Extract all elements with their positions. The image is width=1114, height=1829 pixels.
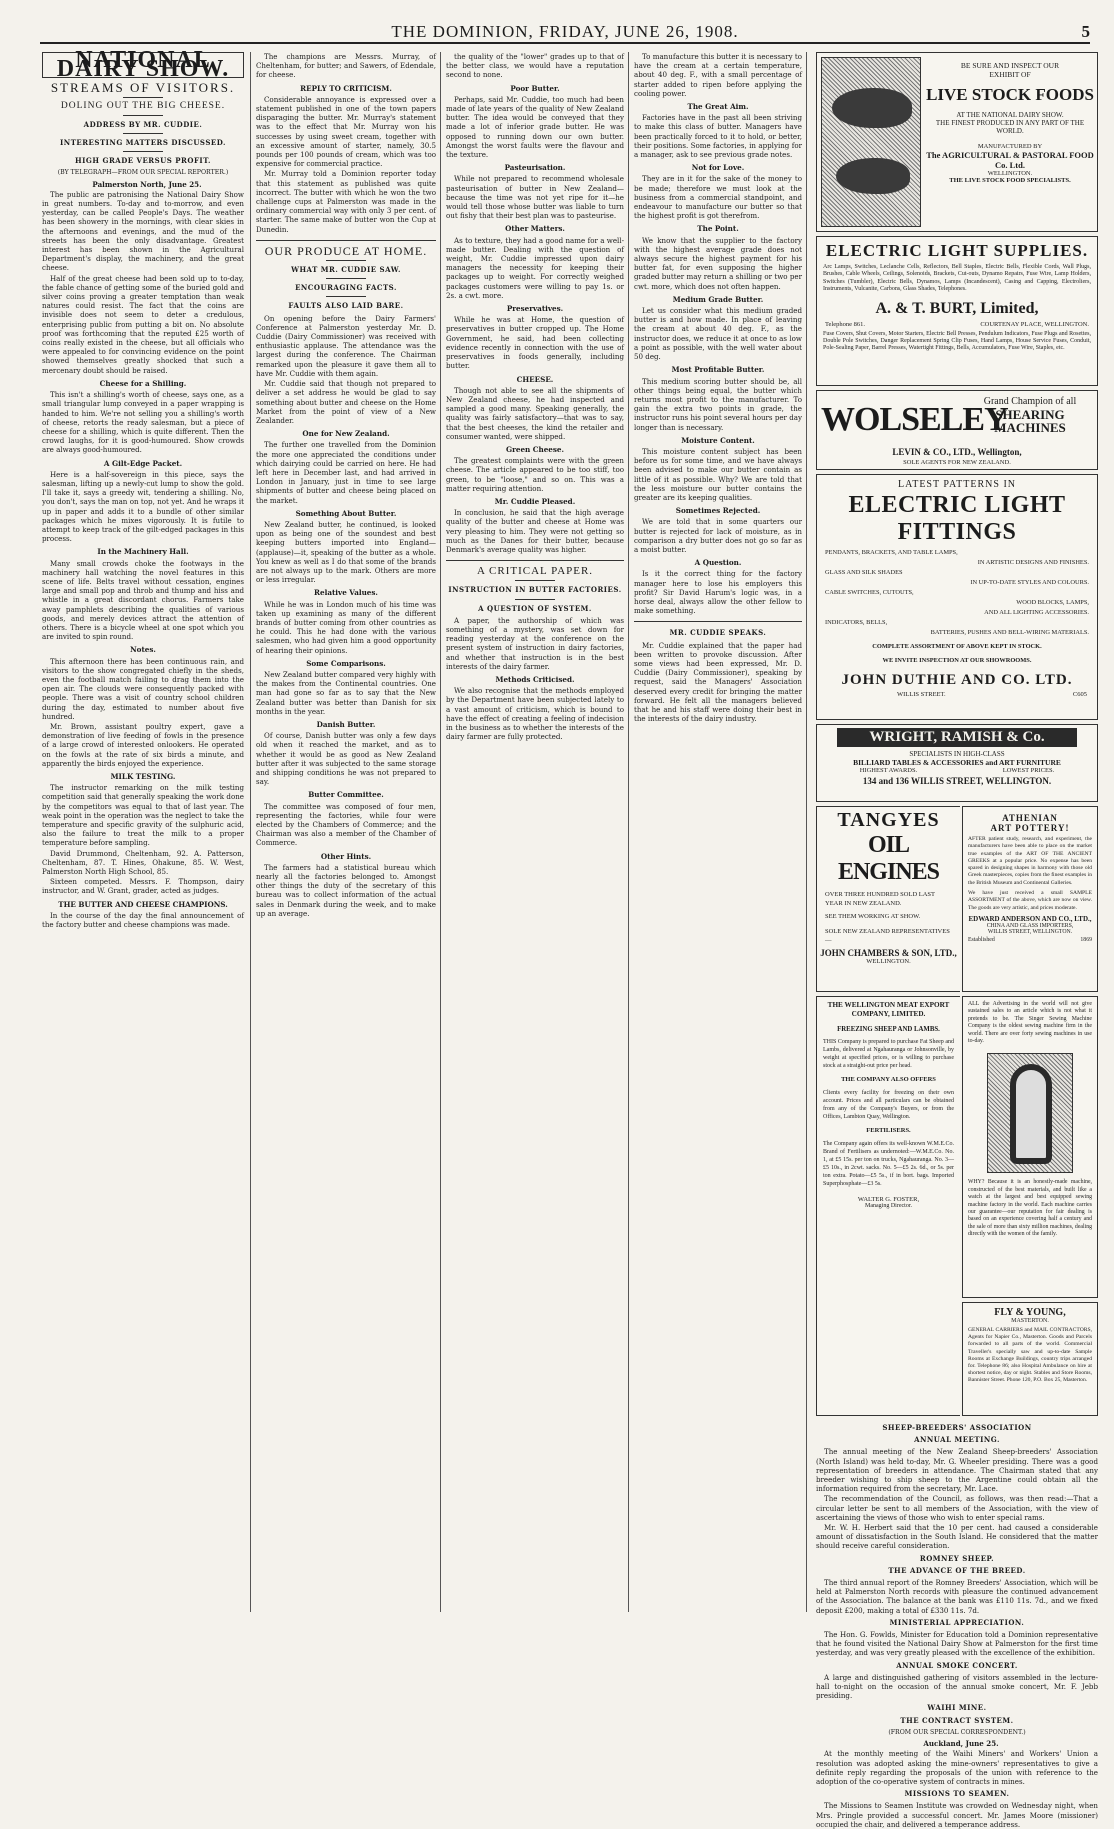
ad-electric-light-fittings [816, 474, 1098, 720]
paragraph: The farmers had a statistical bureau which nearly all the factories belonged to. Amongst other things the duty of the secretary of this bureau was to collect information of the actual sales in Denmark during the week, and to make up an average. [256, 862, 436, 918]
paragraph: The annual meeting of the New Zealand Sheep-breeders' Association (North Island) was held to-day, Mr. G. Wheeler presiding. There was a good representation of breeders in attendance. The Chairman stated that any breeder wishing to ship sheep to the Argentine could obtain all the information required from the secretary, Mr. Lace. [816, 1447, 1098, 1494]
divider [515, 599, 555, 600]
ad-line: Grand Champion of all [983, 396, 1077, 407]
ad-body: Fuse Covers, Shut Covers, Motor Starters, Electric Bell Presses, Pendulum Indicators, Fuse Plugs and Rosettes, Double Pole Switches, Danger Replacement Spring Clip Fuses, Hand Lamps, House Service Fuses, Conduit, Pole-Sealing Paper, Barrel Presses, Watertight Fittings, Bells, Accumulators, Fuse Wire, Staples, etc. [823, 330, 1091, 352]
ad-line: SPECIALISTS IN HIGH-CLASS [909, 750, 1005, 758]
byline: (FROM OUR SPECIAL CORRESPONDENT.) [888, 1728, 1026, 1736]
subhead: One for New Zealand. [302, 429, 390, 439]
paragraph: The recommendation of the Council, as follows, was then read:—That a circular letter be sent to all members of the Association, with the view of ascertaining the views of those who wish to enter special rams. [816, 1494, 1098, 1522]
masthead [40, 22, 1090, 44]
ad-line: AND ALL LIGHTING ACCESSORIES. [984, 609, 1089, 616]
ad-line: CABLE SWITCHES, CUTOUTS, [825, 589, 914, 596]
paragraph: On opening before the Dairy Farmers' Conference at Palmerston yesterday Mr. D. Cuddie (Dairy Commissioner) was received with enthusiastic applause. The attendance was the largest during the conference. The Chairman remarked upon the pleasure it gave them all to have Mr. Cuddie with them again. [256, 313, 436, 378]
subhead: Most Profitable Butter. [671, 365, 765, 375]
sewing-machine-illustration [987, 1053, 1073, 1173]
ad-firm: JOHN CHAMBERS & SON, LTD., [820, 948, 957, 958]
divider [123, 115, 163, 116]
paragraph: Sixteen competed. Messrs. F. Thompson, dairy instructor, and W. Grant, grader, acted as judges. [42, 877, 244, 896]
paragraph: Let us consider what this medium graded butter is and how made. In place of leaving the cream at about 40 deg. F., as the instructor does, we reduce it at once to as low a point as possible, with the well water about 50 deg. [634, 306, 802, 362]
headline-our-produce: OUR PRODUCE AT HOME. [264, 243, 428, 258]
paragraph: While he was at Home, the question of preservatives in butter cropped up. The Home Government, he said, had been collecting evidence recently in connection with the use of preservatives in foods generally, including butter. [446, 315, 624, 371]
ad-line: CHINA AND GLASS IMPORTERS, [986, 922, 1074, 929]
subhead: Methods Criticised. [495, 674, 575, 684]
deck: ANNUAL MEETING. [914, 1435, 1000, 1445]
ad-wolseley [816, 390, 1098, 470]
ad-line: HIGHEST AWARDS. [859, 767, 918, 774]
paragraph: Of course, Danish butter was only a few days old when it reached the market, and as to whether it would be as good as New Zealand butter after it was subjected to the same storage and shipping conditions he was not prepared to say. [256, 731, 436, 787]
paragraph: Factories have in the past all been striving to make this class of butter. Managers have been practically forced to it to hold, or better, their positions. Some factories, in applying for a manager, ask to see previous grade notes. [634, 113, 802, 160]
ad-firm: The AGRICULTURAL & PASTORAL FOOD Co. Ltd. [926, 150, 1094, 170]
ad-address: COURTENAY PLACE, WELLINGTON. [980, 320, 1089, 328]
ad-body: We have just received a small SAMPLE ASSORTMENT of the above, which are now on view. The goods are very artistic, and prices moderate. [968, 890, 1092, 911]
subhead: Medium Grade Butter. [672, 294, 764, 304]
ad-role: Managing Director. [865, 1203, 912, 1209]
ad-singer-sewing [962, 996, 1098, 1298]
ad-city: WELLINGTON. [866, 958, 911, 965]
paragraph: Is it the correct thing for the factory manager here to lose his employers this profit? Sir David Harum's logic was, in a horse deal, always allow the other fellow to make something. [634, 569, 802, 616]
deck-high-grade: HIGH GRADE VERSUS PROFIT. [75, 156, 211, 166]
divider [326, 278, 366, 279]
subhead: Pasteurisation. [504, 163, 566, 173]
paragraph: This afternoon there has been continuous rain, and visitors to the show congregated chiefly in the sheds, even the football match failing to drag them into the open air. The clouds were consequently packed with people. There was a visit of country school children during the day, estimated to number about five hundred. [42, 656, 244, 721]
subhead: The Great Aim. [687, 102, 749, 112]
subhead: Other Hints. [320, 851, 372, 861]
ad-body: The Company again offers its well-known W.M.E.Co. Brand of Fertilisers as undernoted:—W.M.E.Co. No. 1, at £5 15s. per ton on trucks, Ngahauranga. No. 3—£5 10s., in 2cwt. sacks. No. 5—£5 2s. 6d., or 5s. per ton extra. Potato—£5 5s., if in bort. bags. Imported Superphosphate—£3 5s. [823, 1141, 954, 1187]
paragraph: We also recognise that the methods employed by the Department have been subjected lately to a vast amount of criticism, which is bound to have the effect of creating a feeling of indecision in the business as to whether the interests of the dairy farmer are fully protected. [446, 686, 624, 742]
deck: FAULTS ALSO LAID BARE. [288, 301, 404, 311]
paragraph: While he was in London much of his time was taken up examining as many of the different brands of butter coming from other countries as he could. This he had done with the various salesmen, who had given him a good opportunity of hearing their opinions. [256, 599, 436, 655]
ad-line: GLASS AND SILK SHADES [825, 569, 903, 576]
ad-athenian-pottery [962, 806, 1098, 992]
ad-line: SEE THEM WORKING AT SHOW. [825, 913, 921, 920]
ad-body: Arc Lamps, Switches, Leclanche Cells, Reflectors, Bell Staples, Electric Bells, Flexible Cords, Wall Plugs, Brushes, Cable Wheels, Ceilings, Solenoids, Brackets, Cut-outs, Dynamo Repairs, Fuse Wire, Lamp Holders, Switches (Tumbler), Electric Bells, Dynamos, Lamps (Incandescent), Casing and Capping, Electroliers, Instruments, Vulcanite, Carbons, Glass Shades, Telephones. [823, 264, 1091, 293]
ad-wellington-meat-export [816, 996, 960, 1416]
paragraph: The instructor remarking on the milk testing competition said that generally speaking the work done by the competitors was equal to that of last year. The weak point in the operation was the neglect to take the temperature and specific gravity of the sulphuric acid, also the failure to treat the milk to a proper temperature before sampling. [42, 783, 244, 848]
ad-wright-ramish [816, 724, 1098, 802]
paragraph: The Hon. G. Fowlds, Minister for Education told a Dominion representative that he found visited the National Dairy Show at Palmerston for the first time yesterday, and was very greatly pleased with the excellence of the exhibition. [816, 1630, 1098, 1658]
paragraph: This moisture content subject has been before us for some time, and we have always been advised to make our butter contain as little of it as possible. Why? We are told that the less moisture our butter contains the greater are its keeping qualities. [634, 446, 802, 502]
subhead: Relative Values. [314, 588, 378, 598]
paragraph: Mr. W. H. Herbert said that the 10 per cent. had caused a considerable amount of dissatisfaction in the South Island. He considered that the matter should receive careful consideration. [816, 1523, 1098, 1551]
results-list: David Drummond, Cheltenham, 92. A. Patterson, Cheltenham, 87. T. Hines, Ohakune, 85. W. West, Palmerston North High School, 85. [42, 848, 244, 877]
paragraph: the quality of the "lower" grades up to that of the better class, we would have a reputation second to none. [446, 52, 624, 80]
ad-line: SOLE AGENTS FOR NEW ZEALAND. [903, 459, 1011, 466]
ad-firm: JOHN DUTHIE AND CO. LTD. [841, 672, 1073, 688]
ad-address: 134 and 136 WILLIS STREET, WELLINGTON. [862, 776, 1052, 786]
ad-line: SHEARING [995, 407, 1065, 422]
paragraph: The third annual report of the Romney Breeders' Association, which will be held at Palmerston North records with pleasure the continued advancement of the Association. The balance at the bank was £110 11s. 7d., and we fixed deposit £200, making a total of £330 11s. 7d. [816, 1578, 1098, 1615]
subhead: Something About Butter. [295, 508, 397, 518]
deck-address: ADDRESS BY MR. CUDDIE. [83, 119, 203, 129]
paragraph: As to texture, they had a good name for a well-made butter. Dealing with the question of weight, Mr. Cuddie impressed upon dairy managers the necessity for keeping their packages up to weight. For correctly weighed packages customers were willing to pay 1s. or 2s. a cwt. more. [446, 235, 624, 300]
paragraph: This medium scoring butter should be, all other things being equal, the butter which returns most profit to the manufacturer. To gain the extra two points in grade, the instructor runs his point several hours per day longer than is necessary. [634, 376, 802, 432]
headline-missions-to-seamen: MISSIONS TO SEAMEN. [904, 1789, 1010, 1799]
paragraph: Many small crowds choke the footways in the machinery hall watching the novel features in this scene of life. Belts travel without cessation, engines large and small pop and throb and thump and hiss and whistle in a great discordant chorus. Farmers take away pamphlets describing the qualities of various goods, and merely devices attract the attention of others. There is a bicycle wheel at one spot which you are invited to spin round. [42, 558, 244, 642]
spool-icon [1010, 1064, 1052, 1164]
divider [123, 97, 163, 98]
paragraph: Mr. Brown, assistant poultry expert, gave a demonstration of live feeding of fowls in the presence of a large crowd of interested onlookers. He operated on the fowls at the rate of six birds a minute, and apparently the birds enjoyed the experience. [42, 722, 244, 768]
paragraph: We know that the supplier to the factory with the highest average grade does not always secure the highest payment for his butter fat, for even supposing the higher graded butter may return a shilling or two per cwt. more, which does not often happen. [634, 235, 802, 291]
paragraph: They are in it for the sake of the money to be made; therefore we must look at the business from a commercial standpoint, and endeavour to manufacture our butter so that the highest profit is got therefrom. [634, 174, 802, 221]
subhead: Sometimes Rejected. [675, 506, 761, 516]
ad-awards-row [817, 767, 1097, 774]
deck: MINISTERIAL APPRECIATION. [889, 1617, 1025, 1627]
ad-line: MACHINES [994, 420, 1066, 435]
ad-line: COMPLETE ASSORTMENT OF ABOVE KEPT IN STOCK. [872, 643, 1042, 650]
ad-line: LATEST PATTERNS IN [897, 479, 1016, 490]
paragraph: This isn't a shilling's worth of cheese, says one, as a small triangular lump conveyed in a paper wrapping is handed to him. We're not selling you a shilling's worth of cheese, retorts the ready salesman, but a piece of cheese for a shilling, which is quite different. Then the crowd laughs, for it is good-humoured. Show crowds are always good-humoured. [42, 390, 244, 455]
ad-line: MANUFACTURED BY [977, 143, 1043, 150]
ad-body: THIS Company is prepared to purchase Fat Sheep and Lambs, delivered at Ngahauranga or Johnsonville, by weight at specified prices, or is willing to purchase stock at a straight-out price per head. [823, 1039, 954, 1069]
masthead-title: THE DOMINION, FRIDAY, JUNE 26, 1908. [391, 22, 739, 41]
paragraph: Mr. Cuddie explained that the paper had been written to provoke discussion. After some views had been expressed, Mr. D. Cuddie (Dairy Commissioner), speaking by request, said the Managers' Association deserved every credit for bringing the matter forward. He felt all the managers believed that he and his staff were doing their best in the interests of the dairy industry. [634, 640, 802, 724]
subhead: A Question. [694, 558, 742, 568]
ad-tangyes [816, 806, 960, 992]
ad-body: Clients every facility for freezing on their own account. Prices and all particulars can be obtained from any of the Company's Buyers, or from the Offices, Lambton Quay, Wellington. [823, 1090, 954, 1120]
ad-signer: WALTER G. FOSTER, [857, 1196, 920, 1203]
subhead: Not for Love. [691, 163, 745, 173]
ad-firm: LEVIN & CO., LTD., Wellington, [892, 447, 1022, 457]
divider [123, 133, 163, 134]
paragraph: The Missions to Seamen Institute was crowded on Wednesday night, when Mrs. Pringle provided a successful concert. Mr. James Moore (missioner) occupied the chair, and delivered a temperance address. [816, 1801, 1098, 1829]
ad-line: THE FINEST PRODUCED IN ANY PART OF THE WORLD. [935, 119, 1085, 135]
news-column-5 [816, 1420, 1098, 1829]
ad-title: ELECTRIC LIGHT FITTINGS [848, 492, 1066, 545]
subhead: Notes. [130, 645, 156, 655]
paragraph: In conclusion, he said that the high average quality of the butter and cheese at Home was very pleasing to him. They were not getting so much as the Danes for their butter, because Denmark's average quality was higher. [446, 508, 624, 554]
deck: ENCOURAGING FACTS. [295, 283, 397, 293]
ad-text [925, 57, 1095, 227]
subhead: REPLY TO CRITICISM. [300, 83, 392, 93]
column-rule [628, 52, 629, 1612]
paragraph: Mr. Murray told a Dominion reporter today that this statement as published was quite incorrect. The butter with which he won the two challenge cups at Palmerston was made in the ordinary commercial way with only 3 per cent. of starter. The same make of butter won the Cup at Dunedin. [256, 169, 436, 234]
cattle-engraving [821, 57, 921, 227]
subhead: Mr. Cuddie Pleased. [494, 496, 576, 506]
subhead: In the Machinery Hall. [97, 547, 189, 557]
subhead: Cheese for a Shilling. [99, 378, 187, 388]
ad-title: ART POTTERY! [990, 823, 1070, 833]
ad-line: LOWEST PRICES. [1002, 767, 1055, 774]
paragraph: We are told that in some quarters our butter is rejected for lack of moisture, as in comparison a dry butter does not go so far as a moist butter. [634, 517, 802, 554]
ad-line: IN ARTISTIC DESIGNS AND FINISHES. [977, 559, 1089, 566]
subhead: Other Matters. [505, 224, 565, 234]
ad-contact-row [817, 321, 1097, 328]
ad-body: GENERAL CARRIERS and MAIL CONTRACTORS, Agents for Napier Co., Masterton. Goods and Parcels forwarded to all parts of the world. Commercial Traveller's specially saw and up-to-date Sample Rooms at Exchange Buildings, country trips arranged for. Telephone 86; also Hospital Ambulance on hire at shortest notice, day or night. Stables and Store Rooms, Bannister Street. Phone 120, P.O. Box 25, Masterton. [968, 1327, 1092, 1384]
deck: THE CONTRACT SYSTEM. [900, 1715, 1014, 1725]
paragraph: Perhaps, said Mr. Cuddie, too much had been made of late years of the quality of New Zealand butter. The idea would be conveyed that they made a lot of inferior grade butter. He was opposed to running down our own butter. Amongst the worst faults were the flavour and the texture. [446, 94, 624, 160]
ad-list [817, 548, 1097, 666]
paragraph: The further one travelled from the Dominion the more one appreciated the conditions under which dairying could be carried on here. He had left here in December last, and had arrived in London in January, just in time to see large shipments of butter and cheese being placed on the market. [256, 440, 436, 505]
ad-line: BILLIARD TABLES & ACCESSORIES and ART FURNITURE [853, 758, 1061, 767]
ad-line: 1869 [1080, 936, 1092, 943]
ad-title: ELECTRIC LIGHT SUPPLIES. [825, 241, 1089, 260]
headline-waihi-mine: WAIHI MINE. [927, 1703, 987, 1713]
subhead: A Gilt-Edge Packet. [103, 458, 183, 468]
ad-line: OVER THREE HUNDRED SOLD LAST YEAR IN NEW ZEALAND. [825, 891, 935, 907]
subhead: Poor Butter. [510, 83, 560, 93]
subhead: Butter Committee. [308, 790, 384, 800]
ad-line: FREEZING SHEEP AND LAMBS. [837, 1026, 940, 1033]
paragraph: A large and distinguished gathering of visitors assembled in the lecture-hall to-night on the occasion of the annual smoke concert, Mr. F. Jebb presiding. [816, 1672, 1098, 1701]
ad-line: WILLIS STREET, WELLINGTON. [987, 928, 1073, 935]
deck: A QUESTION OF SYSTEM. [478, 603, 592, 613]
ad-body: ALL the Advertising in the world will not give sustained sales to an article which is not what it pretends to be. The Singer Sewing Machine Company is the oldest sewing machine firm in the world. There are over forty sewing machines in use to-day. [968, 1001, 1092, 1045]
paragraph: Mr. Cuddie said that though not prepared to deliver a set address he would be glad to say something about butter and cheese on the Home Market from the point of view of a New Zealander. [256, 379, 436, 425]
paragraph: The champions are Messrs. Murray, of Cheltenham, for butter; and Sawers, of Edendale, for cheese. [256, 52, 436, 80]
column-4 [634, 52, 802, 1612]
deck-interesting: INTERESTING MATTERS DISCUSSED. [60, 138, 226, 148]
ox-illustration [836, 158, 910, 194]
ad-fly-young [962, 1302, 1098, 1416]
ad-established-row [963, 935, 1097, 945]
ad-street: WILLIS STREET. [897, 691, 946, 698]
page-number: 5 [1081, 22, 1090, 41]
ad-title: OIL ENGINES [837, 832, 940, 885]
deck: ANNUAL SMOKE CONCERT. [896, 1660, 1018, 1670]
ad-code: C605 [1072, 691, 1087, 698]
ad-title: THE WELLINGTON MEAT EXPORT COMPANY, LIMITED. [827, 1001, 950, 1018]
deck: INSTRUCTION IN BUTTER FACTORIES. [448, 585, 622, 595]
ad-body: WHY? Because it is an honestly-made machine, constructed of the best materials, and built like a watch at the largest and best equipped sewing machine factory in the world. Each machine carries our guarantee—our reputation for fair dealing is based on an experience covering half a century and the sale of more than sixty million machines, dealing directly with the women of the family. [968, 1179, 1092, 1238]
subhead: CHEESE. [516, 374, 554, 384]
ad-line: WE INVITE INSPECTION AT OUR SHOWROOMS. [882, 657, 1032, 664]
divider [446, 560, 624, 561]
ad-phone: Telephone 861. [825, 320, 865, 328]
subhead: Moisture Content. [681, 435, 755, 445]
paragraph: While not prepared to recommend wholesale pasteurisation of butter in New Zealand—because the time was not yet ripe for it—he would tell those whose butter was liable to turn out fishy that their best plan was to pasteurise. [446, 174, 624, 221]
paragraph: In the course of the day the final announcement of the factory butter and cheese champions was made. [42, 910, 244, 930]
ad-title: WRIGHT, RAMISH & Co. [837, 728, 1077, 747]
ad-line: ATHENIAN [1002, 813, 1058, 823]
paragraph: The committee was composed of four men, representing the factories, while four were elected by the Chambers of Commerce; and the Chairman was also a member of the Chamber of Commerce. [256, 801, 436, 848]
column-1 [42, 47, 244, 1612]
subhead: MILK TESTING. [110, 772, 176, 782]
headline-critical-paper: A CRITICAL PAPER. [476, 565, 594, 578]
divider [515, 580, 555, 581]
ad-live-stock-foods [816, 52, 1098, 232]
dateline: Palmerston North, June 25. [92, 179, 202, 189]
divider [326, 260, 366, 261]
dateline: Auckland, June 25. [923, 1739, 999, 1749]
deck-big-cheese: DOLING OUT THE BIG CHEESE. [60, 100, 226, 111]
ad-title: FLY & YOUNG, [994, 1307, 1066, 1318]
paragraph: A paper, the authorship of which was something of a mystery, was set down for reading yesterday at the conference on the present system of instruction in dairy factories, and whether that instruction is in the best interests of the dairy farmer. [446, 615, 624, 671]
headline-romney-sheep: ROMNEY SHEEP. [919, 1553, 995, 1563]
ad-line: SOLE NEW ZEALAND REPRESENTATIVES— [825, 928, 950, 944]
paragraph: At the monthly meeting of the Waihi Miners' and Workers' Union a resolution was adopted asking the mine-owners' representatives to give a definite reply regarding the proposals of the union with reference to the adoption of the co-operative system of contracts in mines. [816, 1749, 1098, 1786]
deck: WHAT MR. CUDDIE SAW. [291, 265, 401, 275]
ad-line: FERTILISERS. [866, 1127, 911, 1134]
subhead: THE BUTTER AND CHEESE CHAMPIONS. [58, 899, 228, 909]
paragraph: Here is a half-sovereign in this piece, says the salesman, lifting up a newly-cut lump to show the gold. I'll take it, says a greedy wit, tendering a shilling. No, you don't, says the man on top, not yet. And he wraps it up in paper and adds it to a bundle of other similar packages which he mixes vigorously. It is futile to attempt to keep track of the gilt-edged packages in this process. [42, 469, 244, 544]
ad-line: THE COMPANY ALSO OFFERS [841, 1076, 936, 1083]
ad-city: MASTERTON. [1011, 1318, 1049, 1324]
headline-cuddie-speaks: MR. CUDDIE SPEAKS. [669, 628, 767, 638]
byline: (BY TELEGRAPH—FROM OUR SPECIAL REPORTER.) [57, 169, 229, 177]
ad-brand: TANGYES [837, 809, 940, 831]
ad-tagline [965, 395, 1095, 434]
ad-line: WOOD BLOCKS, LAMPS, [1016, 599, 1089, 606]
column-rule [250, 52, 251, 1612]
subhead: Danish Butter. [316, 720, 376, 729]
ad-firm: EDWARD ANDERSON AND CO., LTD., [968, 914, 1092, 923]
paragraph: Half of the great cheese had been sold up to to-day, the fable chance of getting some of the buried gold and silver coins proving a greater temptation than weak natures could resist. The fact that the coins are invisible does not seem to deter a credulous, enterprising public from putting a bit on. No absolute proof was forthcoming that the reputed £25 worth of coins really existed in the cheese, but all officials who were appealed to for convincing evidence on the point showed themselves greatly shocked that such a mercenary doubt should be raised. [42, 273, 244, 375]
ad-line: EXHIBIT OF [989, 70, 1031, 79]
column-rule [806, 52, 807, 1612]
paragraph: New Zealand butter compared very highly with the makes from the Continental countries. One man had gone so far as to say that the New Zealand butter was better than Danish for six months in the year. [256, 669, 436, 716]
divider [634, 621, 802, 622]
paragraph: To manufacture this butter it is necessary to have the cream at a certain temperature, about 40 deg. F., with a small percentage of starter added to ripen before applying the cooling power. [634, 52, 802, 98]
ad-electric-light-supplies [816, 236, 1098, 386]
ad-line: IN UP-TO-DATE STYLES AND COLOURS. [970, 579, 1089, 586]
deck: THE ADVANCE OF THE BREED. [888, 1565, 1026, 1575]
ad-brand: WOLSELEY [821, 401, 1008, 438]
divider [123, 151, 163, 152]
paragraph: Considerable annoyance is expressed over a statement published in one of the town papers disparaging the butter. Mr. Murray's statement was to the effect that Mr. Murray won his successes by using sweet cream, together with an excessive amount of starter, namely, 30.5 pounds per 100 pounds of cream, which was too expensive for commercial practice. [256, 94, 436, 169]
ad-line: AT THE NATIONAL DAIRY SHOW. [956, 111, 1064, 119]
paragraph: Though not able to see all the shipments of New Zealand cheese, he had inspected and sampled a good many. Speaking generally, the quality was fairly satisfactory—that was to say, that the best cheeses, the kind the retailer and consumer wanted, were shipped. [446, 385, 624, 441]
paragraph: The public are patronising the National Dairy Show in great numbers. To-day and to-morrow, and even yesterday, can be called People's Days. The weather has been showery in the mornings, with clear skies in the afternoons and evenings, and the mud of the streets has been the only disadvantage. Greatest interest has been shown in the Agricultural Department's display, the machinery, and the great cheese. [42, 189, 244, 273]
subhead: The Point. [697, 224, 739, 234]
divider [326, 296, 366, 297]
paragraph: New Zealand butter, he continued, is looked upon as being one of the soundest and best keeping butters imported into England—(applause)—it, speaking of the butter as a whole. You knew as well as I do that some of the brands are not always up to the mark. Others are more or less irregular. [256, 519, 436, 585]
ad-line: Established [968, 936, 995, 943]
ad-line: BATTERIES, PUSHES AND BELL-WIRING MATERIALS. [930, 629, 1089, 636]
ad-line: THE LIVE STOCK FOOD SPECIALISTS. [949, 177, 1071, 184]
divider [256, 240, 436, 241]
column-3 [446, 52, 624, 1612]
ad-line: WELLINGTON. [987, 170, 1033, 177]
ad-body: AFTER patient study, research, and experiment, the manufacturers have been able to place on the market true examples of the ART OF THE ANCIENT GREEKS at a popular price. No expense has been spared in designing shapes in harmony with those old Greek masterpieces, copies from the finest examples in the British Museum and Continental Galleries. [968, 836, 1092, 886]
column-rule [440, 52, 441, 1612]
ox-illustration [832, 88, 912, 128]
deck-streams: STREAMS OF VISITORS. [50, 80, 236, 96]
subhead: Some Comparisons. [306, 658, 386, 668]
ad-line: BE SURE AND INSPECT OUR [960, 61, 1060, 70]
subhead: Green Cheese. [505, 444, 564, 454]
subhead: Preservatives. [506, 304, 564, 314]
ad-firm: A. & T. BURT, Limited, [875, 299, 1039, 317]
paragraph: The greatest complaints were with the green cheese. The article appeared to be too stiff, too green, to be "loose," and so on. This was a matter requiring attention. [446, 456, 624, 493]
ad-line: INDICATORS, BELLS, [825, 619, 888, 626]
headline-sheep-breeders: SHEEP-BREEDERS' ASSOCIATION [882, 1423, 1032, 1432]
column-2 [256, 52, 436, 1612]
ad-footer-row [817, 689, 1097, 698]
ad-title: LIVE STOCK FOODS [926, 85, 1094, 104]
ad-line: PENDANTS, BRACKETS, AND TABLE LAMPS, [825, 549, 958, 556]
headline-national-dairy-show: NATIONAL DAIRY SHOW. [42, 52, 244, 78]
